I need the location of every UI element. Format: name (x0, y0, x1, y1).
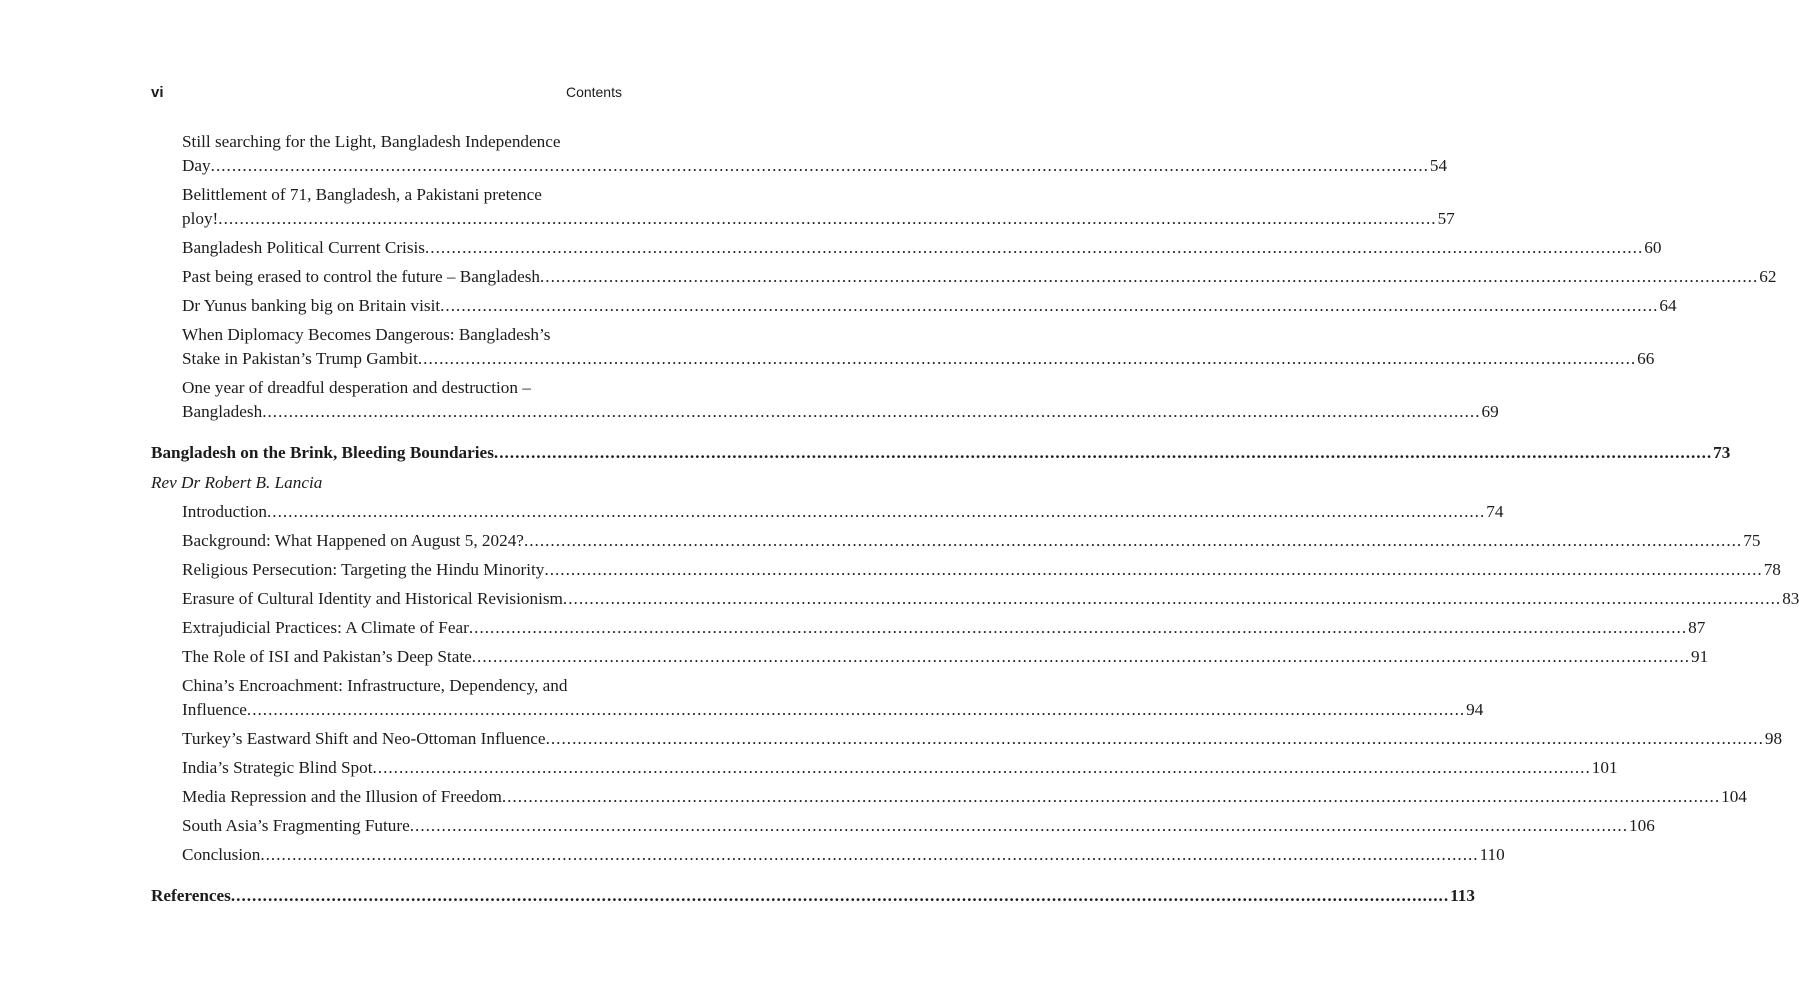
references-title: References (151, 886, 231, 905)
toc-entry[interactable] (182, 645, 1709, 669)
dot-leader (544, 558, 1762, 582)
toc-entry[interactable] (182, 500, 1504, 524)
toc-entry-page: 78 (1763, 560, 1781, 579)
toc-entry-page: 87 (1688, 618, 1706, 637)
references-page: 113 (1450, 886, 1475, 905)
toc-entry-page: 75 (1743, 531, 1761, 550)
toc-entry[interactable] (182, 376, 1499, 424)
toc-entry-title: Conclusion (182, 845, 261, 864)
toc-entry[interactable] (182, 727, 1783, 751)
dot-leader (247, 698, 1465, 722)
toc-entry-title: Bangladesh (182, 402, 263, 421)
toc-entry-page: 110 (1479, 845, 1505, 864)
dot-leader (260, 843, 1478, 867)
toc-entry-title-line: Belittlement of 71, Bangladesh, a Pakistani pretence (182, 185, 542, 204)
toc-entry-page: 74 (1486, 502, 1504, 521)
toc-entry-title: Erasure of Cultural Identity and Historical Revisionism (182, 589, 563, 608)
toc-entry-page: 101 (1591, 758, 1618, 777)
toc-entry-title: Extrajudicial Practices: A Climate of Fear (182, 618, 469, 637)
toc-entry[interactable] (182, 183, 1455, 231)
toc-entry-title: Turkey’s Eastward Shift and Neo-Ottoman Influence (182, 729, 546, 748)
toc-entry[interactable] (182, 756, 1618, 780)
section-author: Rev Dr Robert B. Lancia (151, 473, 323, 492)
toc-entry[interactable] (182, 294, 1677, 318)
toc-entry-page: 104 (1721, 787, 1747, 806)
dot-leader (469, 616, 1687, 640)
dot-leader (440, 294, 1658, 318)
dot-leader (267, 500, 1485, 524)
dot-leader (218, 207, 1436, 231)
toc-entry-title: Background: What Happened on August 5, 2024? (182, 531, 524, 550)
page-folio: vi (151, 84, 164, 101)
toc-entry-title: Day (182, 156, 211, 175)
table-of-contents (151, 130, 1799, 913)
toc-entry[interactable] (182, 814, 1655, 838)
toc-entry[interactable] (182, 616, 1706, 640)
toc-references[interactable] (151, 884, 1475, 908)
toc-entry-title-line: Still searching for the Light, Bangladesh Independence (182, 132, 561, 151)
toc-section-heading[interactable] (151, 441, 1731, 465)
toc-entry-title: Past being erased to control the future – Bangladesh (182, 267, 540, 286)
toc-entry-title: Bangladesh Political Current Crisis (182, 238, 425, 257)
toc-entry-title: Influence (182, 700, 247, 719)
dot-leader (524, 529, 1742, 553)
toc-entry-page: 62 (1759, 267, 1777, 286)
dot-leader (410, 814, 1628, 838)
toc-entry-page: 69 (1481, 402, 1499, 421)
toc-entry-page: 57 (1437, 209, 1455, 228)
section-page: 73 (1713, 443, 1731, 462)
toc-entry-title: Introduction (182, 502, 267, 521)
toc-entry[interactable] (182, 587, 1799, 611)
toc-entry-page: 98 (1764, 729, 1783, 748)
toc-entry[interactable] (182, 785, 1747, 809)
dot-leader (418, 347, 1636, 371)
toc-entry-title-line: China’s Encroachment: Infrastructure, Dependency, and (182, 676, 568, 695)
toc-entry-page: 83 (1782, 589, 1799, 608)
toc-entry-page: 94 (1466, 700, 1484, 719)
toc-entry[interactable] (182, 674, 1484, 722)
dot-leader (231, 884, 1449, 908)
toc-entry-title: Religious Persecution: Targeting the Hindu Minority (182, 560, 545, 579)
dot-leader (494, 441, 1712, 465)
toc-entry[interactable] (182, 130, 1448, 178)
dot-leader (372, 756, 1590, 780)
toc-entry[interactable] (182, 265, 1777, 289)
toc-entry[interactable] (182, 558, 1781, 582)
running-head: Contents (565, 84, 622, 100)
toc-entry-page: 64 (1659, 296, 1677, 315)
toc-entry-title: Stake in Pakistan’s Trump Gambit (182, 349, 418, 368)
toc-entry[interactable] (182, 529, 1761, 553)
toc-entry-title-line: One year of dreadful desperation and destruction – (182, 378, 531, 397)
toc-entry[interactable] (182, 843, 1505, 867)
toc-entry-title: ploy! (182, 209, 219, 228)
dot-leader (425, 236, 1643, 260)
toc-entry-page: 106 (1629, 816, 1655, 835)
dot-leader (262, 400, 1480, 424)
toc-entry[interactable] (182, 236, 1662, 260)
dot-leader (502, 785, 1720, 809)
toc-entry-title: India’s Strategic Blind Spot (182, 758, 373, 777)
dot-leader (211, 154, 1429, 178)
toc-entry[interactable] (182, 323, 1655, 371)
section-title: Bangladesh on the Brink, Bleeding Boundaries (151, 443, 494, 462)
toc-entry-page: 60 (1644, 238, 1662, 257)
toc-entry-page: 54 (1429, 156, 1448, 175)
toc-entry-title: Dr Yunus banking big on Britain visit (182, 296, 441, 315)
toc-entry-title-line: When Diplomacy Becomes Dangerous: Bangladesh’s (182, 325, 551, 344)
toc-entry-title: South Asia’s Fragmenting Future (182, 816, 410, 835)
toc-entry-page: 91 (1691, 647, 1709, 666)
dot-leader (546, 727, 1764, 751)
dot-leader (472, 645, 1690, 669)
dot-leader (540, 265, 1758, 289)
toc-entry-page: 66 (1637, 349, 1655, 368)
toc-entry-title: The Role of ISI and Pakistan’s Deep State (182, 647, 472, 666)
toc-entry-title: Media Repression and the Illusion of Freedom (182, 787, 502, 806)
dot-leader (563, 587, 1781, 611)
